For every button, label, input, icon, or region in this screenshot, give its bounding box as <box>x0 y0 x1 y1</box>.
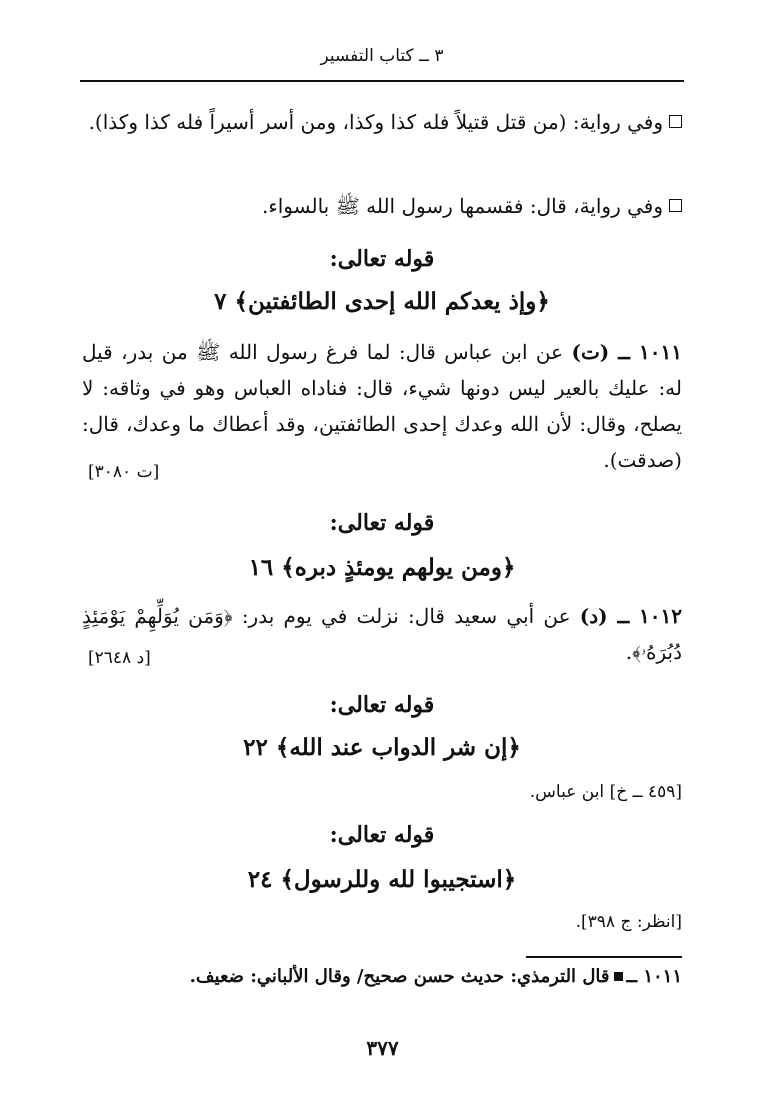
black-square-icon <box>614 972 623 981</box>
footnote-rule <box>526 956 682 958</box>
narration-block-1 <box>82 104 682 140</box>
narration-text: وفي رواية: (من قتل قتيلاً فله كذا وكذا، ومن أسر أسيراً فله كذا وكذا). <box>88 110 663 134</box>
section-heading: قوله تعالى: <box>329 246 435 272</box>
verse-title: ﴿وإذ يعدكم الله إحدى الطائفتين﴾ ٧ <box>214 288 550 315</box>
section-heading: قوله تعالى: <box>329 822 435 848</box>
hadith-1012 <box>82 598 682 670</box>
verse-title: ﴿إن شر الدواب عند الله﴾ ٢٢ <box>243 734 521 761</box>
cross-reference-398: [انظر: ج ٣٩٨]. <box>575 912 682 932</box>
header-rule <box>80 80 684 82</box>
running-header: ٣ ــ كتاب التفسير <box>320 46 444 66</box>
hadith-reference: [د ٢٦٤٨] <box>88 648 151 668</box>
hadith-number: ١٠١١ ــ (ت) <box>571 340 682 364</box>
cross-reference-459 <box>82 774 682 810</box>
hadith-text: عن ابن عباس قال: لما فرغ رسول الله ﷺ من بدر، قيل له: عليك بالعير ليس دونها شيء، قال: فناداه العباس وهو في وثاقه: لا يصلح، وقال: لأن الله وعدك إحدى الطائفتين، وقد أعطاك ما وعدك، قال: (صدقت). <box>82 340 682 472</box>
narration-block-2 <box>82 188 682 224</box>
section-heading: قوله تعالى: <box>329 510 435 536</box>
verse-title: ﴿استجيبوا لله وللرسول﴾ ٢٤ <box>247 866 517 893</box>
hadith-1011 <box>82 334 682 478</box>
footnote <box>82 966 682 987</box>
page-number: ٣٧٧ <box>366 1036 399 1060</box>
verse-title: ﴿ومن يولهم يومئذٍ دبره﴾ ١٦ <box>248 554 516 581</box>
square-bullet-icon <box>669 115 682 128</box>
hadith-reference: [ت ٣٠٨٠] <box>88 462 160 482</box>
cross-reference-text: ابن عباس. <box>529 782 605 802</box>
square-bullet-icon <box>669 199 682 212</box>
hadith-number: ١٠١٢ ــ (د) <box>579 604 682 628</box>
narration-text: وفي رواية، قال: فقسمها رسول الله ﷺ بالسواء. <box>261 194 663 218</box>
section-heading: قوله تعالى: <box>329 692 435 718</box>
hadith-text: عن أبي سعيد قال: نزلت في يوم بدر: ﴿وَمَن يُوَلِّهِمْ يَوْمَئِذٍ دُبُرَهُۥ﴾. <box>82 604 682 664</box>
footnote-text: قال الترمذي: حديث حسن صحيح/ وقال الألباني: ضعيف. <box>189 966 610 987</box>
cross-reference-code: [٤٥٩ ــ خ] <box>609 782 682 802</box>
footnote-number: ١٠١١ ــ <box>626 966 682 987</box>
